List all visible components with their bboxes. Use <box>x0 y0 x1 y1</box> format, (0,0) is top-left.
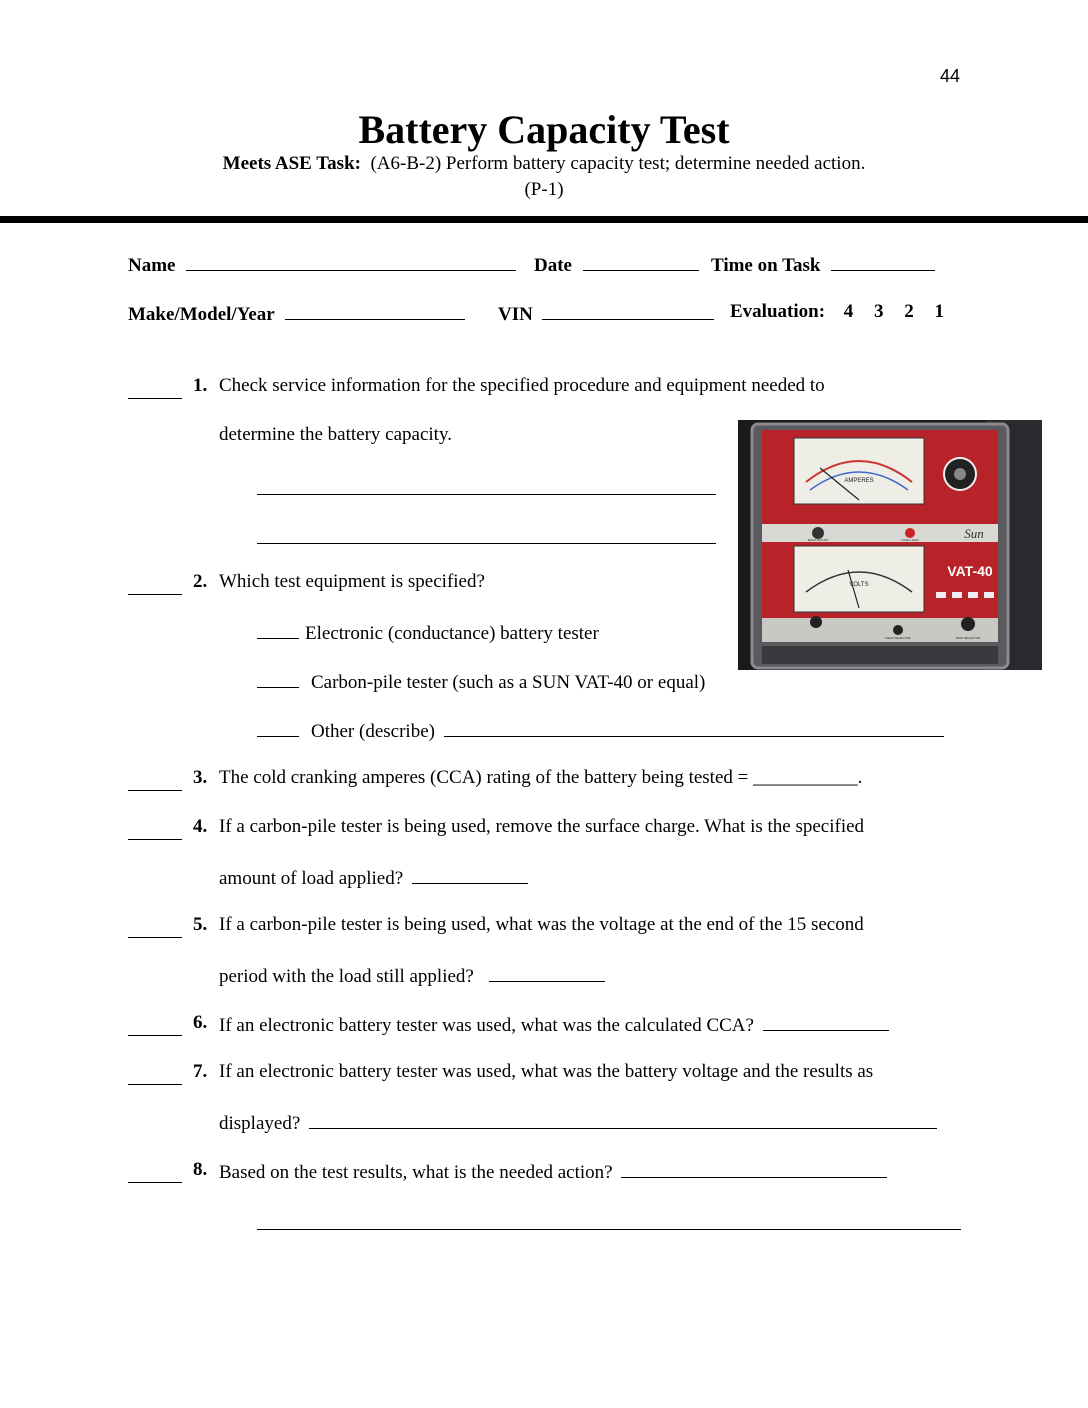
item-1-answer-line-1[interactable] <box>257 494 716 495</box>
time-on-task-input-line[interactable] <box>831 252 935 271</box>
item-1-text-continued: determine the battery capacity. <box>219 424 452 445</box>
item-5-text-continued: period with the load still applied? <box>219 963 605 988</box>
item-2-text: Which test equipment is specified? <box>219 571 485 592</box>
item-6-answer-line[interactable] <box>763 1012 889 1031</box>
option-other <box>257 718 944 743</box>
amperes-meter-face <box>794 438 924 504</box>
item-8-text: Based on the test results, what is the needed action? <box>219 1159 887 1184</box>
date-label: Date <box>534 255 572 276</box>
item-4-number: 4. <box>193 816 208 837</box>
item-6-number: 6. <box>193 1012 208 1033</box>
sun-vat-40-tester-photo <box>738 420 1042 670</box>
name-field <box>128 252 516 277</box>
svg-text:ZERO ADJUST: ZERO ADJUST <box>807 538 829 542</box>
item-8-number: 8. <box>193 1159 208 1180</box>
item-7-text: If an electronic battery tester was used, what was the battery voltage and the results as <box>219 1061 874 1082</box>
date-field <box>534 252 699 277</box>
make-model-year-field <box>128 301 465 326</box>
item-4-checkbox-line[interactable] <box>128 838 182 840</box>
brand-logo: Sun <box>964 526 984 541</box>
date-input-line[interactable] <box>583 252 699 271</box>
ase-task-label: Meets ASE Task: <box>222 153 361 174</box>
item-8-answer-line-2[interactable] <box>257 1229 961 1230</box>
name-input-line[interactable] <box>186 252 516 271</box>
item-7-text-continued: displayed? <box>219 1110 937 1135</box>
item-5-checkbox-line[interactable] <box>128 936 182 938</box>
item-4-answer-line[interactable] <box>412 865 528 884</box>
item-7-checkbox-line[interactable] <box>128 1083 182 1085</box>
option-other-check-line[interactable] <box>257 718 299 737</box>
volts-label: VOLTS <box>849 582 869 588</box>
name-label: Name <box>128 255 176 276</box>
field-selector-knob-icon <box>893 625 903 635</box>
item-7-number: 7. <box>193 1061 208 1082</box>
evaluation-label: Evaluation: <box>730 301 826 322</box>
item-6-text: If an electronic battery tester was used, what was the calculated CCA? <box>219 1012 889 1037</box>
make-model-year-input-line[interactable] <box>285 301 465 320</box>
svg-text:TEST SELECTOR: TEST SELECTOR <box>955 636 981 640</box>
evaluation-field <box>730 301 944 323</box>
evaluation-score-1[interactable]: 1 <box>934 301 945 322</box>
volts-meter-face <box>794 546 924 612</box>
item-1-answer-line-2[interactable] <box>257 543 716 544</box>
vin-field <box>498 301 714 326</box>
item-8-checkbox-line[interactable] <box>128 1181 182 1183</box>
item-5-answer-line[interactable] <box>489 963 605 982</box>
svg-text:LOAD LIGHT: LOAD LIGHT <box>901 538 919 542</box>
item-2-number: 2. <box>193 571 208 592</box>
test-selector-knob-icon <box>961 617 975 631</box>
amperes-label: AMPERES <box>844 478 874 484</box>
ase-priority: (P-1) <box>524 179 564 200</box>
ase-task-line <box>0 153 1088 175</box>
load-light-icon <box>905 528 915 538</box>
option-electronic-tester <box>257 620 599 645</box>
item-3-number: 3. <box>193 767 208 788</box>
item-6-checkbox-line[interactable] <box>128 1034 182 1036</box>
option-carbon-pile-tester <box>257 669 705 694</box>
vin-input-line[interactable] <box>542 301 714 320</box>
page-title: Battery Capacity Test <box>358 107 730 152</box>
item-5-number: 5. <box>193 914 208 935</box>
tester-middle-strip <box>762 524 998 542</box>
vin-label: VIN <box>498 304 533 325</box>
item-3-checkbox-line[interactable] <box>128 789 182 791</box>
make-model-year-label: Make/Model/Year <box>128 304 275 325</box>
evaluation-score-2[interactable]: 2 <box>904 301 914 322</box>
option-other-label: Other (describe) <box>311 721 435 742</box>
svg-text:FIELD SELECTOR: FIELD SELECTOR <box>885 636 911 640</box>
item-4-text-continued: amount of load applied? <box>219 865 528 890</box>
ase-task-text: (A6-B-2) Perform battery capacity test; determine needed action. <box>370 153 866 174</box>
evaluation-score-3[interactable]: 3 <box>874 301 884 322</box>
time-on-task-label: Time on Task <box>711 255 821 276</box>
option-other-describe-line[interactable] <box>444 718 944 737</box>
item-8-answer-line-1[interactable] <box>621 1159 887 1178</box>
item-2-checkbox-line[interactable] <box>128 593 182 595</box>
left-control-knob-icon <box>810 616 822 628</box>
item-3-text: The cold cranking amperes (CCA) rating of the battery being tested = ___________. <box>219 767 863 788</box>
option-electronic-label: Electronic (conductance) battery tester <box>305 623 599 644</box>
header-rule <box>0 216 1088 223</box>
time-on-task-field <box>711 252 935 277</box>
page-number: 44 <box>939 66 960 86</box>
item-1-checkbox-line[interactable] <box>128 397 182 399</box>
item-4-text: If a carbon-pile tester is being used, remove the surface charge. What is the specified <box>219 816 865 837</box>
option-carbon-pile-label: Carbon-pile tester (such as a SUN VAT-40 or equal) <box>311 672 706 693</box>
item-5-text: If a carbon-pile tester is being used, what was the voltage at the end of the 15 second <box>219 914 864 935</box>
item-7-answer-line[interactable] <box>309 1110 937 1129</box>
item-1-text: Check service information for the specified procedure and equipment needed to <box>219 375 825 396</box>
evaluation-score-4[interactable]: 4 <box>843 301 854 322</box>
option-carbon-pile-check-line[interactable] <box>257 669 299 688</box>
option-electronic-check-line[interactable] <box>257 620 299 639</box>
item-1-number: 1. <box>193 375 208 396</box>
model-label: VAT-40 <box>947 563 993 579</box>
